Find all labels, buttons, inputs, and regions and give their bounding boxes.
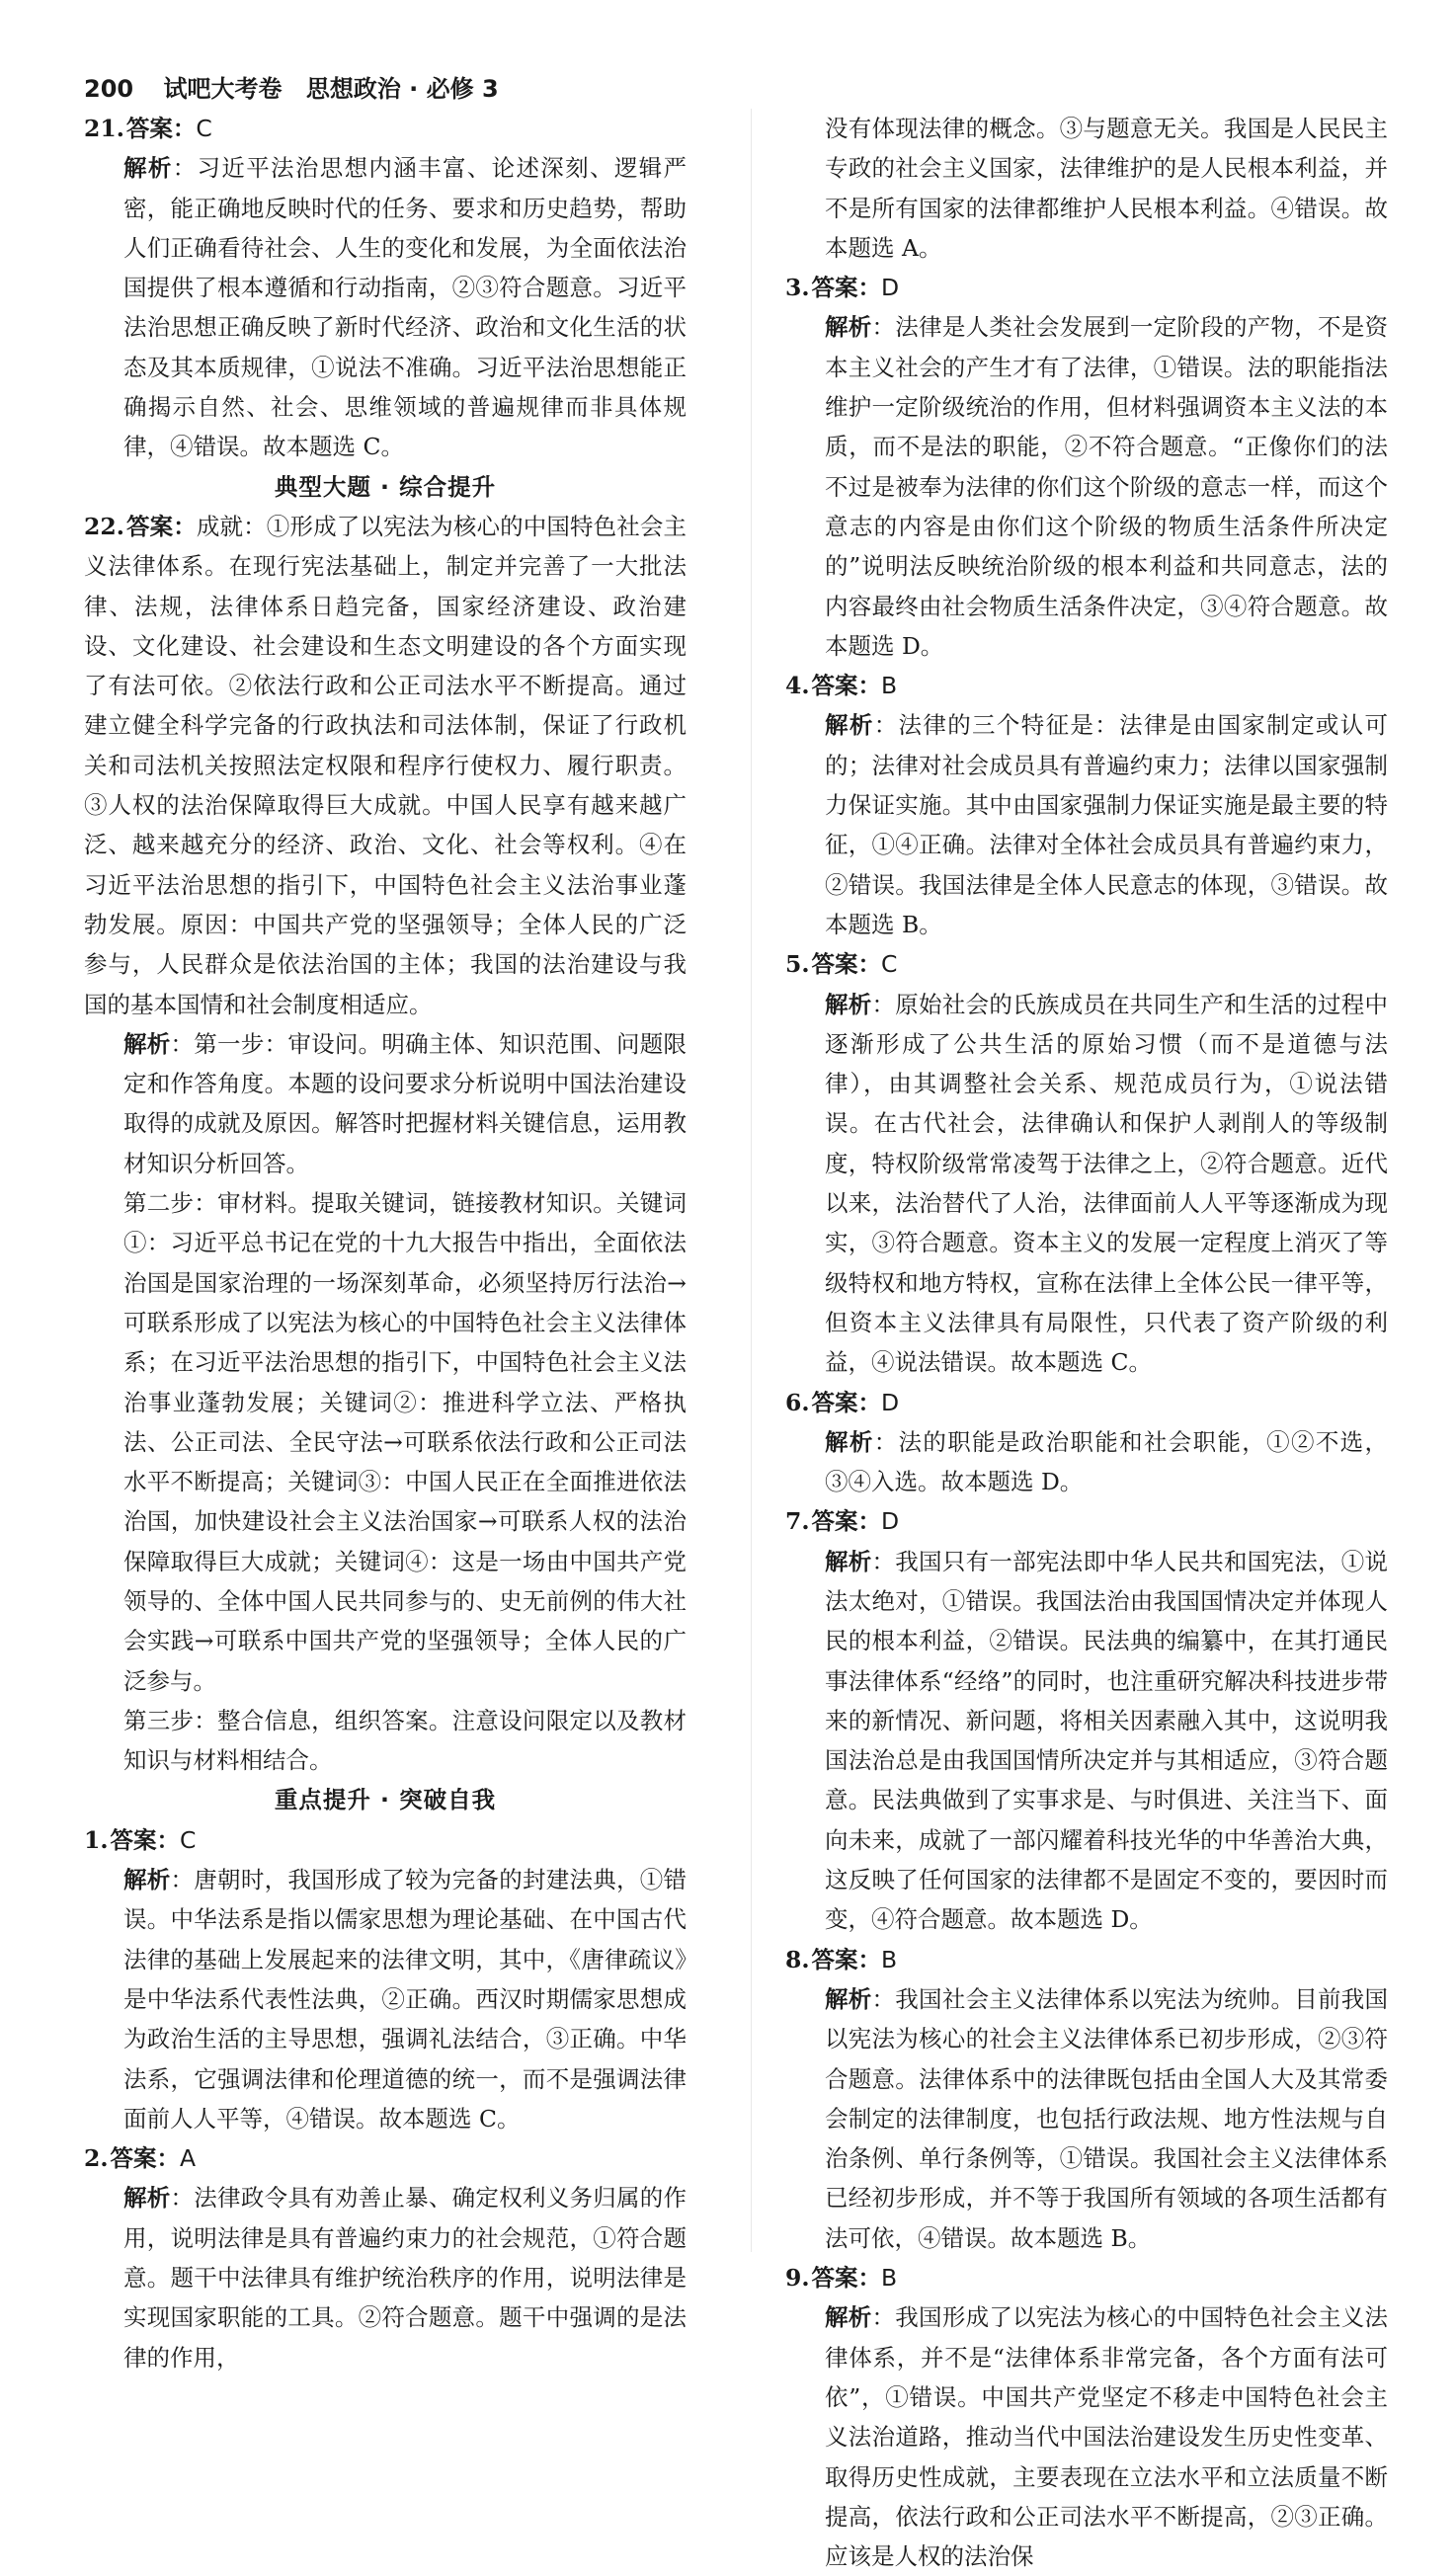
answer-5: 5.答案：C [785,950,898,979]
answer-value: C [196,115,212,142]
answer-value: B [881,1945,898,1973]
analysis-text: 法律的三个特征是：法律是由国家制定或认可的；法律对社会成员具有普遍约束力；法律以国家强制力保证实施。其中由国家强制力保证实施是最主要的特征，①④正确。法律对全体社会成员具有普遍约束力，②错误。我国法律是全体人民意志的体现，③错误。故本题选 B。 [825,711,1389,938]
answer-label: 答案 [125,512,174,540]
analysis-text: 法的职能是政治职能和社会职能，①②不选，③④入选。故本题选 D。 [825,1427,1389,1496]
question-number: 7. [785,1507,810,1536]
right-column [785,109,1388,2576]
analysis-text: 第一步：审设问。明确主体、知识范围、问题限定和作答角度。本题的设问要求分析说明中国法治建设取得的成就及原因。解答时把握材料关键信息，运用教材知识分析回答。 [123,1029,688,1177]
answer-label: 答案 [811,1507,858,1536]
answer-label: 答案 [811,274,858,302]
analysis-text: 我国社会主义法律体系以宪法为统帅。目前我国以宪法为核心的社会主义法律体系已初步形成，②③符合题意。法律体系中的法律既包括由全国人大及其常委会制定的法律制度，也包括行政法规、地方性法规与自治条例、单行条例等，①错误。我国社会主义法律体系已经初步形成，并不等于我国所有领域的各项生活都有法可依，④错误。故本题选 B。 [825,1984,1389,2252]
answer-text: 成就：①形成了以宪法为核心的中国特色社会主义法律体系。在现行宪法基础上，制定并完善了一大批法律、法规，法律体系日趋完备，国家经济建设、政治建设、文化建设、社会建设和生态文明建设的各个方面实现了有法可依。②依法行政和公正司法水平不断提高。通过建立健全科学完备的行政执法和司法体制，保证了行政机关和司法机关按照法定权限和程序行使权力、履行职责。③人权的法治保障取得巨大成就。中国人民享有越来越广泛、越来越充分的经济、政治、文化、社会等权利。④在习近平法治思想的指引下，中国特色社会主义法治事业蓬勃发展。原因：中国共产党的坚强领导；全体人民的广泛参与，人民群众是依法治国的主体；我国的法治建设与我国的基本国情和社会制度相适应。 [84,512,688,1018]
page-number: 200 [84,75,134,103]
analysis-label: 解析 [123,2184,171,2213]
left-column [84,109,687,2377]
analysis-label: 解析 [825,313,872,342]
analysis-label: 解析 [123,1029,171,1058]
answer-21: 21.答案：C [84,115,212,142]
analysis-label: 解析 [825,1984,872,2013]
section-heading-key: 重点提升 · 突破自我 [274,1786,497,1814]
answer-label: 答案 [811,950,858,979]
analysis-7: 解析：我国只有一部宪法即中华人民共和国宪法，①说法太绝对，①错误。我国法治由我国国情决定并体现人民的根本利益，②错误。民法典的编纂中，在其打通民事法律体系“经络”的同时，也注重研究解决科技进步带来的新情况、新问题，将相关因素融入其中，这说明我国法治总是由我国国情所决定并与其相适应，③符合题意。民法典做到了实事求是、与时俱进、关注当下、面向未来，成就了一部闪耀着科技光华的中华善治大典，这反映了任何国家的法律都不是固定不变的，要因时而变，④符合题意。故本题选 D。 [825,1547,1389,1934]
analysis-text: 习近平法治思想内涵丰富、论述深刻、逻辑严密，能正确地反映时代的任务、要求和历史趋势，帮助人们正确看待社会、人生的变化和发展，为全面依法治国提供了根本遵循和行动指南，②③符合题意。习近平法治思想正确反映了新时代经济、政治和文化生活的状态及其本质规律，①说法不准确。习近平法治思想能正确揭示自然、社会、思维领域的普遍规律而非具体规律，④错误。故本题选 C。 [123,154,688,461]
analysis-label: 解析 [825,1427,874,1456]
analysis-22-step3: 第三步：整合信息，组织答案。注意设问限定以及教材知识与材料相结合。 [123,1706,687,1775]
analysis-9: 解析：我国形成了以宪法为核心的中国特色社会主义法律体系，并不是“法律体系非常完备，各个方面有法可依”，①错误。中国共产党坚定不移走中国特色社会主义法治道路，推动当代中国法治建设发生历史性变革、取得历史性成就，主要表现在立法水平和立法质量不断提高，依法行政和公正司法水平不断提高，②③正确。应该是人权的法治保 [825,2303,1389,2571]
answer-label: 答案 [110,2144,157,2173]
analysis-5: 解析：原始社会的氏族成员在共同生产和生活的过程中逐渐形成了公共生活的原始习惯（而不是道德与法律），由其调整社会关系、规范成员行为，①说法错误。在古代社会，法律确认和保护人剥削人的等级制度，特权阶级常常凌驾于法律之上，②符合题意。近代以来，法治替代了人治，法律面前人人平等逐渐成为现实，③符合题意。资本主义的发展一定程度上消灭了等级特权和地方特权，宣称在法律上全体公民一律平等，但资本主义法律具有局限性，只代表了资产阶级的利益，④说法错误。故本题选 C。 [825,990,1389,1377]
answer-7: 7.答案：D [785,1507,900,1536]
answer-2: 2.答案：A [84,2144,197,2173]
question-number: 22. [84,512,124,540]
analysis-22-step2: 第二步：审材料。提取关键词，链接教材知识。关键词①：习近平总书记在党的十九大报告中指出，全面依法治国是国家治理的一场深刻革命，必须坚持厉行法治→可联系形成了以宪法为核心的中国特色社会主义法律体系；在习近平法治思想的指引下，中国特色社会主义法治事业蓬勃发展；关键词②：推进科学立法、严格执法、公正司法、全民守法→可联系依法行政和公正司法水平不断提高；关键词③：中国人民正在全面推进依法治国，加快建设社会主义法治国家→可联系人权的法治保障取得巨大成就；关键词④：这是一场由中国共产党领导的、全体中国人民共同参与的、史无前例的伟大社会实践→可联系中国共产党的坚强领导；全体人民的广泛参与。 [123,1189,687,1695]
answer-value: C [881,950,898,979]
answer-value: C [180,1825,197,1854]
analysis-21: 解析：习近平法治思想内涵丰富、论述深刻、逻辑严密，能正确地反映时代的任务、要求和历史趋势，帮助人们正确看待社会、人生的变化和发展，为全面依法治国提供了根本遵循和行动指南，②③符合题意。习近平法治思想正确反映了新时代经济、政治和文化生活的状态及其本质规律，①说法不准确。习近平法治思想能正确揭示自然、社会、思维领域的普遍规律而非具体规律，④错误。故本题选 C。 [123,154,688,461]
analysis-3: 解析：法律是人类社会发展到一定阶段的产物，不是资本主义社会的产生才有了法律，①错误。法的职能指法维护一定阶级统治的作用，但材料强调资本主义法的本质，而不是法的职能，②不符合题意。“正像你们的法不过是被奉为法律的你们这个阶级的意志一样，而这个意志的内容是由你们这个阶级的物质生活条件所决定的”说明法反映统治阶级的根本利益和共同意志，法的内容最终由社会物质生活条件决定，③④符合题意。故本题选 D。 [825,313,1389,660]
column-divider [751,109,752,2252]
question-number: 9. [785,2264,810,2293]
section-heading-typical: 典型大题 · 综合提升 [274,472,497,501]
answer-value: A [180,2144,197,2173]
answer-label: 答案 [811,1945,858,1973]
analysis-label: 解析 [825,990,872,1018]
answer-6: 6.答案：D [785,1388,900,1416]
question-number: 2. [84,2144,109,2173]
book-title: 试吧大考卷 [163,75,283,103]
question-number: 21. [84,115,124,142]
answer-label: 答案 [811,2264,858,2293]
answer-value: B [881,2264,898,2293]
analysis-8: 解析：我国社会主义法律体系以宪法为统帅。目前我国以宪法为核心的社会主义法律体系已初步形成，②③符合题意。法律体系中的法律既包括由全国人大及其常委会制定的法律制度，也包括行政法规、地方性法规与自治条例、单行条例等，①错误。我国社会主义法律体系已经初步形成，并不等于我国所有领域的各项生活都有法可依，④错误。故本题选 B。 [825,1984,1389,2252]
question-number: 8. [785,1945,810,1973]
analysis-label: 解析 [825,1547,872,1575]
analysis-text: 法律政令具有劝善止暴、确定权利义务归属的作用，说明法律是具有普遍约束力的社会规范，①符合题意。题干中法律具有维护统治秩序的作用，说明法律是实现国家职能的工具。②符合题意。题干中强调的是法律的作用， [123,2184,688,2372]
answer-8: 8.答案：B [785,1945,898,1973]
answer-3: 3.答案：D [785,274,900,302]
analysis-text: 原始社会的氏族成员在共同生产和生活的过程中逐渐形成了公共生活的原始习惯（而不是道德与法律），由其调整社会关系、规范成员行为，①说法错误。在古代社会，法律确认和保护人剥削人的等级制度，特权阶级常常凌驾于法律之上，②符合题意。近代以来，法治替代了人治，法律面前人人平等逐渐成为现实，③符合题意。资本主义的发展一定程度上消灭了等级特权和地方特权，宣称在法律上全体公民一律平等，但资本主义法律具有局限性，只代表了资产阶级的利益，④说法错误。故本题选 C。 [825,990,1389,1377]
analysis-2-continued: 没有体现法律的概念。③与题意无关。我国是人民民主专政的社会主义国家，法律维护的是人民根本利益，并不是所有国家的法律都维护人民根本利益。④错误。故本题选 A。 [825,115,1388,262]
question-number: 1. [84,1825,109,1854]
answer-value: D [881,274,900,302]
answer-9: 9.答案：B [785,2264,898,2293]
analysis-2: 解析：法律政令具有劝善止暴、确定权利义务归属的作用，说明法律是具有普遍约束力的社会规范，①符合题意。题干中法律具有维护统治秩序的作用，说明法律是实现国家职能的工具。②符合题意。题干中强调的是法律的作用， [123,2184,688,2372]
page-header [84,69,499,104]
answer-4: 4.答案：B [785,672,898,700]
answer-value: D [881,1507,900,1536]
analysis-6: 解析：法的职能是政治职能和社会职能，①②不选，③④入选。故本题选 D。 [825,1427,1389,1496]
answer-value: B [881,672,898,700]
answer-22: 22.答案：成就：①形成了以宪法为核心的中国特色社会主义法律体系。在现行宪法基础上，制定并完善了一大批法律、法规，法律体系日趋完备，国家经济建设、政治建设、文化建设、社会建设和生态文明建设的各个方面实现了有法可依。②依法行政和公正司法水平不断提高。通过建立健全科学完备的行政执法和司法体制，保证了行政机关和司法机关按照法定权限和程序行使权力、履行职责。③人权的法治保障取得巨大成就。中国人民享有越来越广泛、越来越充分的经济、政治、文化、社会等权利。④在习近平法治思想的指引下，中国特色社会主义法治事业蓬勃发展。原因：中国共产党的坚强领导；全体人民的广泛参与，人民群众是依法治国的主体；我国的法治建设与我国的基本国情和社会制度相适应。 [84,512,688,1018]
question-number: 5. [785,950,810,979]
answer-label: 答案 [811,1388,858,1416]
answer-label: 答案 [125,115,173,142]
question-number: 3. [785,274,810,302]
analysis-text: 我国形成了以宪法为核心的中国特色社会主义法律体系，并不是“法律体系非常完备，各个方面有法可依”，①错误。中国共产党坚定不移走中国特色社会主义法治道路，推动当代中国法治建设发生历史性变革、取得历史性成就，主要表现在立法水平和立法质量不断提高，依法行政和公正司法水平不断提高，②③正确。应该是人权的法治保 [825,2303,1389,2571]
analysis-text: 我国只有一部宪法即中华人民共和国宪法，①说法太绝对，①错误。我国法治由我国国情决定并体现人民的根本利益，②错误。民法典的编纂中，在其打通民事法律体系“经络”的同时，也注重研究解决科技进步带来的新情况、新问题，将相关因素融入其中，这说明我国法治总是由我国国情所决定并与其相适应，③符合题意。民法典做到了实事求是、与时俱进、关注当下、面向未来，成就了一部闪耀着科技光华的中华善治大典，这反映了任何国家的法律都不是固定不变的，要因时而变，④符合题意。故本题选 D。 [825,1547,1389,1934]
analysis-4: 解析：法律的三个特征是：法律是由国家制定或认可的；法律对社会成员具有普遍约束力；法律以国家强制力保证实施。其中由国家强制力保证实施是最主要的特征，①④正确。法律对全体社会成员具有普遍约束力，②错误。我国法律是全体人民意志的体现，③错误。故本题选 B。 [825,711,1389,938]
answer-value: D [881,1388,900,1416]
analysis-1: 解析：唐朝时，我国形成了较为完备的封建法典，①错误。中华法系是指以儒家思想为理论基础、在中国古代法律的基础上发展起来的法律文明，其中，《唐律疏议》是中华法系代表性法典，②正确。西汉时期儒家思想成为政治生活的主导思想，强调礼法结合，③正确。中华法系，它强调法律和伦理道德的统一，而不是强调法律面前人人平等，④错误。故本题选 C。 [123,1866,688,2133]
analysis-text: 唐朝时，我国形成了较为完备的封建法典，①错误。中华法系是指以儒家思想为理论基础、在中国古代法律的基础上发展起来的法律文明，其中，《唐律疏议》是中华法系代表性法典，②正确。西汉时期儒家思想成为政治生活的主导思想，强调礼法结合，③正确。中华法系，它强调法律和伦理道德的统一，而不是强调法律面前人人平等，④错误。故本题选 C。 [123,1866,688,2133]
question-number: 6. [785,1388,810,1416]
answer-label: 答案 [811,672,858,700]
subject-title: 思想政治 · 必修 3 [305,75,499,103]
analysis-22-step1: 解析：第一步：审设问。明确主体、知识范围、问题限定和作答角度。本题的设问要求分析说明中国法治建设取得的成就及原因。解答时把握材料关键信息，运用教材知识分析回答。 [123,1029,688,1177]
analysis-label: 解析 [825,2303,872,2332]
answer-label: 答案 [110,1825,157,1854]
analysis-label: 解析 [123,154,173,183]
analysis-text: 法律是人类社会发展到一定阶段的产物，不是资本主义社会的产生才有了法律，①错误。法的职能指法维护一定阶级统治的作用，但材料强调资本主义法的本质，而不是法的职能，②不符合题意。“正像你们的法不过是被奉为法律的你们这个阶级的意志一样，而这个意志的内容是由你们这个阶级的物质生活条件所决定的”说明法反映统治阶级的根本利益和共同意志，法的内容最终由社会物质生活条件决定，③④符合题意。故本题选 D。 [825,313,1389,660]
analysis-label: 解析 [825,711,874,740]
analysis-label: 解析 [123,1866,171,1894]
question-number: 4. [785,672,810,700]
answer-1: 1.答案：C [84,1825,197,1854]
